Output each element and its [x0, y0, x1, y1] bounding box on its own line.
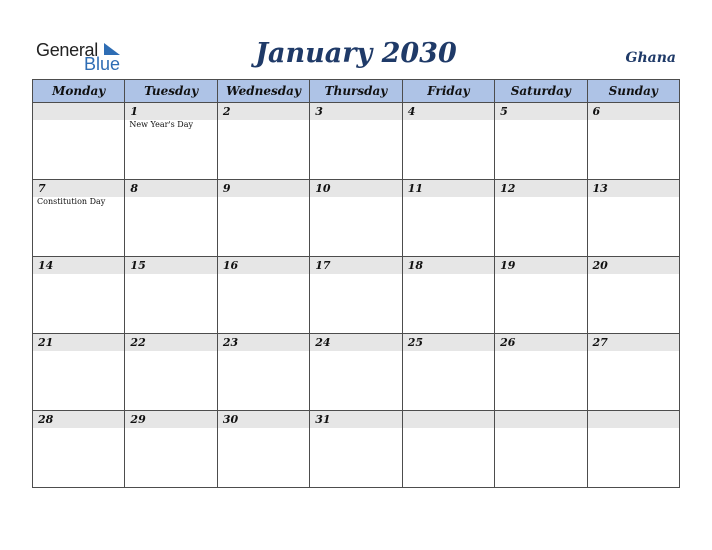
- day-cell: [495, 334, 587, 411]
- day-number-bar: [125, 180, 216, 197]
- week-row: [33, 103, 680, 180]
- day-number: 20: [592, 259, 608, 272]
- day-number: 5: [500, 105, 508, 118]
- day-number: 26: [500, 336, 516, 349]
- day-number-bar: [495, 257, 586, 274]
- calendar-grid: [32, 79, 680, 488]
- day-number-bar: [33, 334, 124, 351]
- day-cell: [125, 180, 217, 257]
- day-number-bar: [495, 180, 586, 197]
- day-number: 27: [592, 336, 608, 349]
- day-number: 4: [407, 105, 416, 118]
- day-cell: [495, 180, 587, 257]
- day-number: 22: [130, 336, 146, 349]
- day-number-bar: [310, 411, 401, 428]
- day-number: 13: [592, 182, 608, 195]
- weekday-header: Tuesday: [125, 80, 217, 103]
- day-number-bar: [310, 257, 401, 274]
- day-cell: [125, 334, 217, 411]
- day-cell: [125, 257, 217, 334]
- day-number-bar: [495, 103, 586, 120]
- weekday-header: Thursday: [310, 80, 402, 103]
- weekday-header: Sunday: [587, 80, 679, 103]
- country-label: Ghana: [625, 50, 676, 66]
- day-number: 7: [38, 182, 46, 195]
- day-number: 17: [315, 259, 331, 272]
- day-cell: [587, 257, 679, 334]
- day-number: 2: [222, 105, 231, 118]
- day-number-bar: [310, 103, 401, 120]
- day-number-bar: [588, 180, 679, 197]
- day-cell: [125, 411, 217, 488]
- weekday-header: Wednesday: [217, 80, 309, 103]
- day-cell: [587, 180, 679, 257]
- day-cell: [125, 103, 217, 180]
- day-number: 1: [130, 105, 139, 118]
- day-cell: [587, 103, 679, 180]
- day-number: 9: [222, 182, 231, 195]
- day-cell: [587, 411, 679, 488]
- day-number-bar: [33, 257, 124, 274]
- day-number-bar: [588, 103, 679, 120]
- day-number-bar: [403, 334, 494, 351]
- day-number: 30: [222, 413, 239, 426]
- day-number: 24: [315, 336, 331, 349]
- day-number: 8: [130, 182, 139, 195]
- logo-blue-text: Blue: [84, 54, 121, 74]
- day-number-bar: [403, 180, 494, 197]
- day-cell: [402, 103, 494, 180]
- week-row: [33, 180, 680, 257]
- day-number: 11: [407, 182, 423, 195]
- day-number: 6: [592, 105, 601, 118]
- day-cell: [217, 103, 309, 180]
- day-cell: [33, 411, 125, 488]
- day-cell: [495, 257, 587, 334]
- day-number-bar: [403, 411, 494, 428]
- day-number: 18: [407, 259, 423, 272]
- day-number-bar: [588, 411, 679, 428]
- day-number-bar: [218, 411, 309, 428]
- day-number: 29: [130, 413, 146, 426]
- day-number-bar: [588, 257, 679, 274]
- day-number-bar: [218, 180, 309, 197]
- holiday-label: New Year's Day: [129, 120, 194, 129]
- weekday-header: Friday: [402, 80, 494, 103]
- day-number: 3: [315, 105, 323, 118]
- day-number-bar: [125, 334, 216, 351]
- day-number-bar: [218, 257, 309, 274]
- logo-general-text: General: [36, 40, 98, 60]
- day-number-bar: [310, 334, 401, 351]
- day-cell: [402, 257, 494, 334]
- day-number-bar: [125, 103, 216, 120]
- day-number: 19: [500, 259, 516, 272]
- day-number-bar: [125, 257, 216, 274]
- day-number-bar: [33, 180, 124, 197]
- week-row: [33, 257, 680, 334]
- day-cell: [33, 180, 125, 257]
- week-row: [33, 411, 680, 488]
- day-cell: [587, 334, 679, 411]
- day-cell: [217, 180, 309, 257]
- day-number-bar: [310, 180, 401, 197]
- day-cell: [33, 334, 125, 411]
- day-number-bar: [403, 103, 494, 120]
- day-number: 28: [38, 413, 54, 426]
- day-cell: [33, 103, 125, 180]
- week-row: [33, 334, 680, 411]
- day-number-bar: [218, 103, 309, 120]
- day-number-bar: [588, 334, 679, 351]
- day-cell: [495, 411, 587, 488]
- day-number-bar: [218, 334, 309, 351]
- day-number-bar: [495, 411, 586, 428]
- day-number: 25: [407, 336, 423, 349]
- day-cell: [310, 411, 402, 488]
- day-number: 12: [500, 182, 516, 195]
- day-number: 23: [222, 336, 239, 349]
- weekday-header: Monday: [33, 80, 125, 103]
- day-number: 16: [222, 259, 239, 272]
- day-cell: [495, 103, 587, 180]
- day-cell: [402, 180, 494, 257]
- day-cell: [217, 334, 309, 411]
- day-number: 14: [38, 259, 54, 272]
- day-cell: [217, 257, 309, 334]
- day-number-bar: [495, 334, 586, 351]
- weekday-header-row: [33, 80, 680, 103]
- holiday-label: Constitution Day: [37, 197, 106, 206]
- day-number-bar: [33, 103, 124, 120]
- day-number: 15: [130, 259, 146, 272]
- weekday-header: Saturday: [495, 80, 587, 103]
- day-number: 31: [315, 413, 331, 426]
- day-number-bar: [403, 257, 494, 274]
- day-number-bar: [125, 411, 216, 428]
- day-cell: [402, 334, 494, 411]
- day-cell: [310, 180, 402, 257]
- day-number: 21: [38, 336, 54, 349]
- day-cell: [402, 411, 494, 488]
- day-number: 10: [315, 182, 331, 195]
- day-cell: [33, 257, 125, 334]
- day-number-bar: [33, 411, 124, 428]
- day-cell: [217, 411, 309, 488]
- day-cell: [310, 334, 402, 411]
- day-cell: [310, 257, 402, 334]
- calendar-title: January 2030: [255, 38, 457, 69]
- day-cell: [310, 103, 402, 180]
